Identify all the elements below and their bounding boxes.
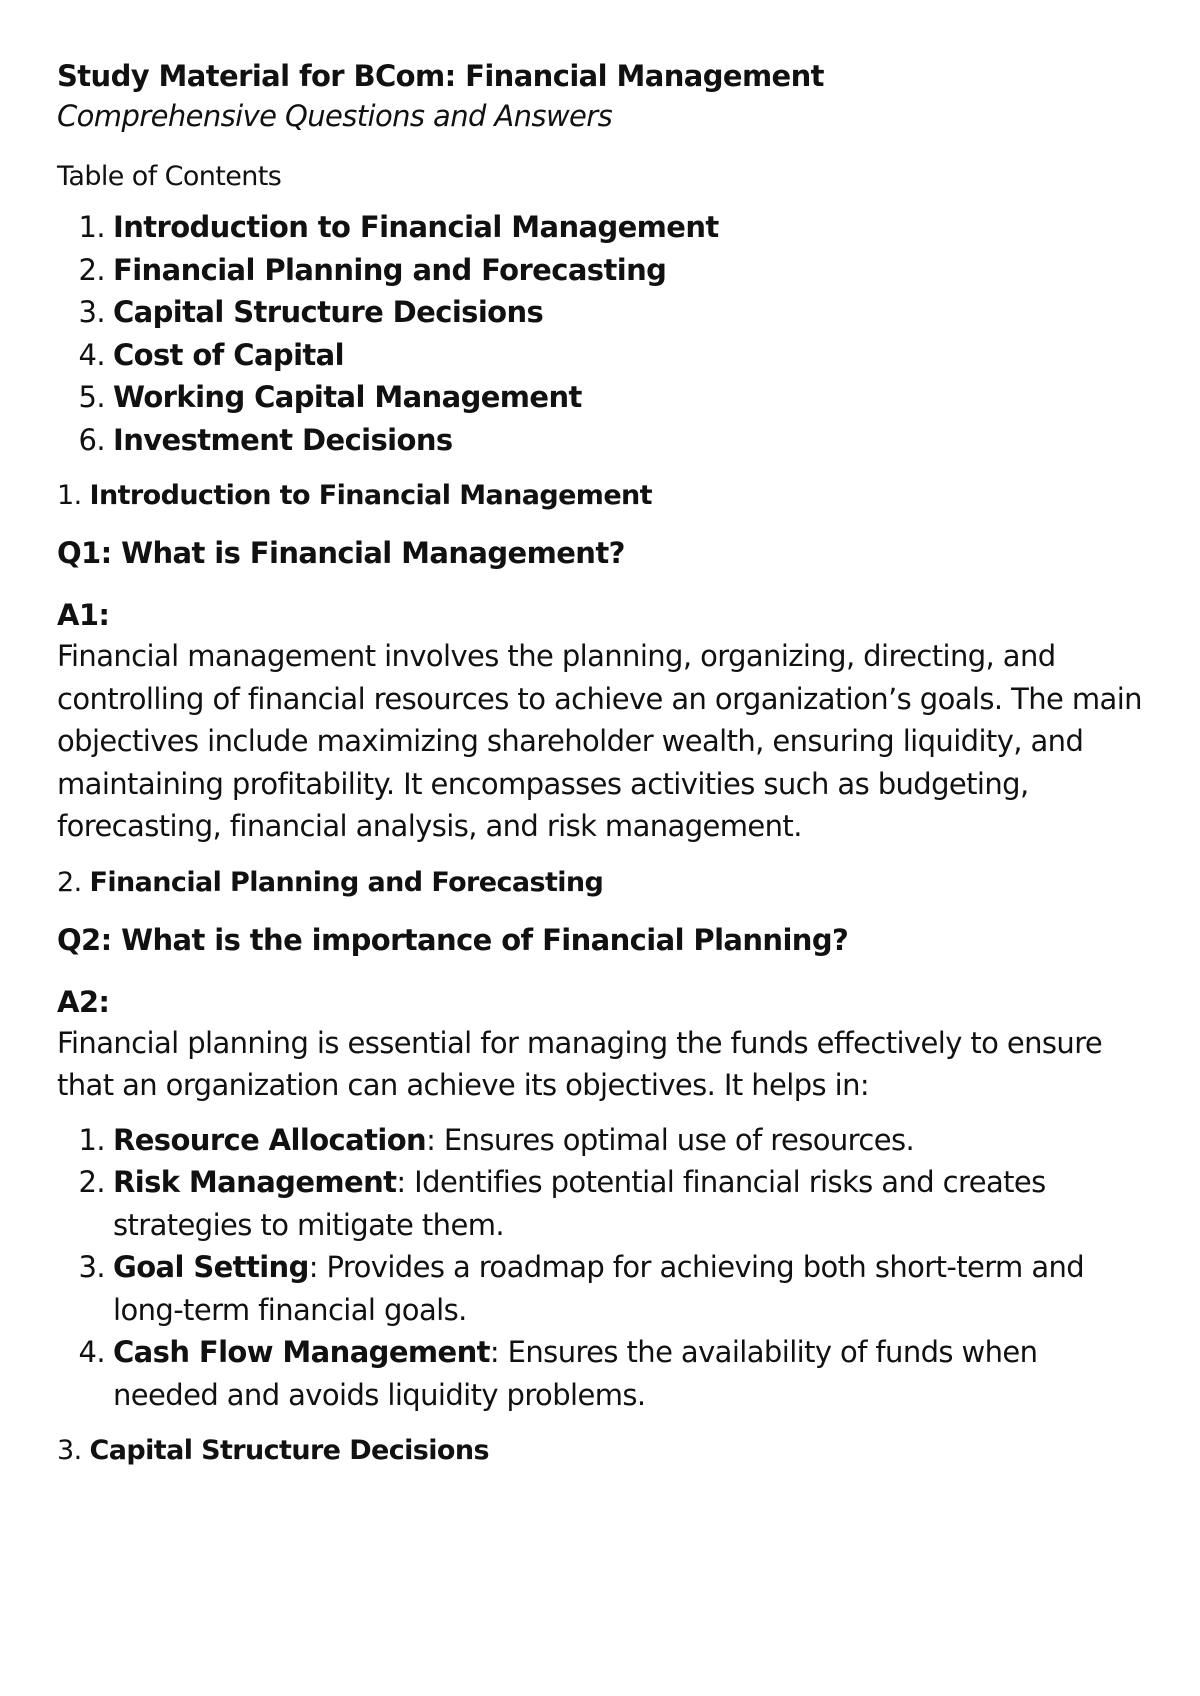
question: Q1: What is Financial Management?	[57, 536, 625, 570]
section-heading	[57, 1432, 1147, 1470]
answer-points-list	[57, 1119, 1147, 1417]
section-title: Financial Planning and Forecasting	[89, 866, 604, 898]
section-heading	[57, 477, 1147, 515]
list-item-content	[105, 1246, 1147, 1331]
table-of-contents	[57, 206, 1147, 461]
list-item-term: Goal Setting	[113, 1250, 309, 1284]
list-item-number: 4.	[78, 1335, 105, 1369]
list-item-text: : Ensures optimal use of resources.	[426, 1122, 915, 1157]
toc-item-label: Cost of Capital	[113, 337, 344, 372]
toc-heading: Table of Contents	[57, 161, 282, 192]
list-item	[57, 1119, 1147, 1162]
answer-text: Financial management involves the planning, organizing, directing, and controlling of financial resources to achieve an organization’s goals. The main objectives include maximizing shareholder wealth, ensuring liquidity, and maintaining profitability. It encompasses activities such as budgeting, forecasting, financial analysis, and risk management.	[57, 639, 1142, 843]
toc-item[interactable]	[57, 249, 1147, 292]
toc-item-number: 2.	[78, 252, 105, 287]
toc-item-number: 3.	[78, 295, 105, 329]
answer-label: A1:	[57, 598, 110, 632]
section-title: Capital Structure Decisions	[89, 1435, 489, 1466]
list-item-term: Resource Allocation	[113, 1122, 427, 1157]
section-number: 1.	[57, 480, 82, 511]
list-item-text: : Ensures the availability of funds when needed and avoids liquidity problems.	[113, 1335, 1038, 1412]
section-number: 3.	[57, 1435, 82, 1466]
list-item-text: : Provides a roadmap for achieving both short-term and long-term financial goals.	[113, 1250, 1085, 1327]
document-page	[57, 56, 1147, 1488]
list-item-number: 1.	[78, 1122, 105, 1157]
toc-item-label: Investment Decisions	[113, 422, 453, 457]
list-item-text: : Identifies potential financial risks and creates strategies to mitigate them.	[113, 1165, 1046, 1242]
answer-label: A2:	[57, 984, 110, 1019]
list-item-content	[105, 1161, 1147, 1246]
toc-item-number: 5.	[78, 380, 105, 414]
toc-item-number: 4.	[78, 337, 105, 372]
toc-item-label: Working Capital Management	[113, 380, 582, 414]
list-item-term: Risk Management	[113, 1165, 397, 1199]
toc-item[interactable]	[57, 291, 1147, 334]
toc-item-label: Financial Planning and Forecasting	[113, 252, 667, 287]
section-title: Introduction to Financial Management	[89, 480, 652, 511]
toc-item[interactable]	[57, 334, 1147, 377]
section-heading	[57, 864, 1147, 902]
toc-item[interactable]	[57, 419, 1147, 462]
list-item-content	[105, 1331, 1147, 1416]
list-item-number: 3.	[78, 1250, 105, 1284]
toc-item-label: Introduction to Financial Management	[113, 210, 719, 244]
toc-item-number: 6.	[78, 422, 105, 457]
document-title: Study Material for BCom: Financial Management	[57, 59, 824, 93]
document-subtitle: Comprehensive Questions and Answers	[57, 99, 613, 133]
toc-item[interactable]	[57, 206, 1147, 249]
list-item-term: Cash Flow Management	[113, 1335, 490, 1369]
list-item	[57, 1246, 1147, 1331]
toc-item[interactable]	[57, 376, 1147, 419]
list-item-content	[105, 1119, 1147, 1162]
list-item	[57, 1161, 1147, 1246]
section-number: 2.	[57, 866, 82, 898]
toc-item-label: Capital Structure Decisions	[113, 295, 544, 329]
list-item-number: 2.	[78, 1165, 105, 1199]
answer-text: Financial planning is essential for managing the funds effectively to ensure that an organization can achieve its objectives. It helps in:	[57, 1025, 1103, 1102]
toc-item-number: 1.	[78, 210, 105, 244]
list-item	[57, 1331, 1147, 1416]
question: Q2: What is the importance of Financial Planning?	[57, 922, 849, 957]
